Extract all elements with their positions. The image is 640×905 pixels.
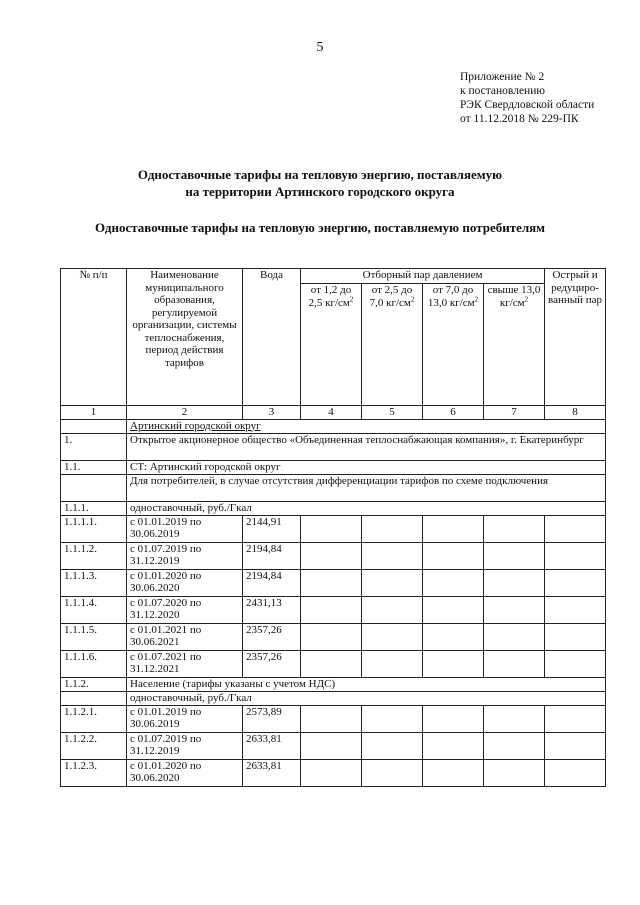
appendix-line: Приложение № 2 [460, 71, 545, 83]
header-pressure-1-text: от 1,2 до 2,5 кг/см [308, 284, 352, 309]
column-number: 6 [423, 406, 484, 420]
cell-empty [545, 542, 606, 569]
tariff-period: с 01.01.2019 по 30.06.2019 [127, 705, 243, 732]
row-number: 1.1.1. [61, 501, 127, 515]
consumers-note: Для потребителей, в случае отсутствия дифференциации тарифов по схеме подключения [127, 474, 606, 501]
cell-empty [61, 691, 127, 705]
cell-empty [301, 759, 362, 786]
header-pressure-2-text: от 2,5 до 7,0 кг/см [369, 284, 413, 309]
cell-empty [362, 732, 423, 759]
header-sharp-steam: Острый и редуциро-ванный пар [545, 269, 606, 406]
page-number: 5 [316, 40, 324, 55]
water-tariff-value: 2194,84 [243, 569, 301, 596]
appendix-line: к постановлению [460, 85, 545, 97]
appendix-reference [460, 70, 594, 126]
header-pressure-4 [484, 284, 545, 406]
population-row [61, 677, 606, 691]
cell-empty [362, 623, 423, 650]
water-tariff-value: 2357,26 [243, 650, 301, 677]
column-number: 4 [301, 406, 362, 420]
header-steam-group: Отборный пар давлением [301, 269, 545, 284]
tariff-period: с 01.07.2020 по 31.12.2020 [127, 596, 243, 623]
column-number: 1 [61, 406, 127, 420]
tariff-period: с 01.01.2019 по 30.06.2019 [127, 515, 243, 542]
table-row [61, 732, 606, 759]
cell-empty [545, 569, 606, 596]
row-number: 1.1.2.3. [61, 759, 127, 786]
header-pressure-3-text: от 7,0 до 13,0 кг/см [427, 284, 475, 309]
cell-empty [423, 732, 484, 759]
header-pressure-3 [423, 284, 484, 406]
row-number: 1.1.1.3. [61, 569, 127, 596]
row-number: 1.1.2.2. [61, 732, 127, 759]
cell-empty [545, 705, 606, 732]
district-row [61, 419, 606, 433]
title-line: Одноставочные тарифы на тепловую энергию, поставляемую [137, 167, 503, 182]
water-tariff-value: 2431,13 [243, 596, 301, 623]
cell-empty [484, 650, 545, 677]
cell-empty [423, 759, 484, 786]
table-row [61, 759, 606, 786]
cell-empty [545, 515, 606, 542]
tariff-type-row [61, 691, 606, 705]
title-line: на территории Артинского городского округа [185, 184, 455, 199]
organization-row [61, 433, 606, 460]
cell-empty [362, 515, 423, 542]
column-number: 3 [243, 406, 301, 420]
document-subtitle: Одноставочные тарифы на тепловую энергию, поставляемую потребителям [94, 220, 546, 235]
row-number: 1.1.2.1. [61, 705, 127, 732]
row-number: 1.1.1.4. [61, 596, 127, 623]
column-number: 2 [127, 406, 243, 420]
row-number: 1.1.1.2. [61, 542, 127, 569]
header-pressure-4-text: свыше 13,0 кг/см [487, 284, 541, 309]
cell-empty [545, 650, 606, 677]
cell-empty [484, 569, 545, 596]
tariff-type-label: одноставочный, руб./Гкал [127, 691, 606, 705]
cell-empty [362, 542, 423, 569]
cell-empty [423, 596, 484, 623]
cell-empty [301, 705, 362, 732]
cell-empty [484, 542, 545, 569]
cell-empty [545, 623, 606, 650]
column-number: 5 [362, 406, 423, 420]
cell-empty [301, 542, 362, 569]
cell-empty [301, 515, 362, 542]
row-number: 1.1. [61, 460, 127, 474]
cell-empty [301, 650, 362, 677]
cell-empty [484, 705, 545, 732]
table-row [61, 705, 606, 732]
header-water: Вода [243, 269, 301, 406]
cell-empty [61, 474, 127, 501]
cell-empty [545, 732, 606, 759]
water-tariff-value: 2194,84 [243, 542, 301, 569]
table-row [61, 569, 606, 596]
unit-superscript: 2 [410, 294, 415, 303]
cell-empty [362, 596, 423, 623]
table-row [61, 650, 606, 677]
unit-superscript: 2 [524, 294, 529, 303]
appendix-line: РЭК Свердловской области [460, 99, 595, 111]
tariff-period: с 01.07.2019 по 31.12.2019 [127, 732, 243, 759]
header-number: № п/п [61, 269, 127, 406]
cell-empty [423, 650, 484, 677]
cell-empty [362, 569, 423, 596]
cell-empty [423, 515, 484, 542]
table-row [61, 596, 606, 623]
water-tariff-value: 2573,89 [243, 705, 301, 732]
tariff-table [60, 268, 606, 787]
appendix-line: от 11.12.2018 № 229-ПК [460, 113, 579, 125]
cell-empty [362, 705, 423, 732]
table-row [61, 623, 606, 650]
system-name: СТ: Артинский городской округ [127, 460, 606, 474]
cell-empty [301, 732, 362, 759]
column-numbers-row [61, 406, 606, 420]
consumers-note-row [61, 474, 606, 501]
row-number: 1.1.1.6. [61, 650, 127, 677]
water-tariff-value: 2633,81 [243, 759, 301, 786]
cell-empty [362, 650, 423, 677]
cell-empty [423, 542, 484, 569]
cell-empty [423, 705, 484, 732]
cell-empty [484, 759, 545, 786]
cell-empty [423, 623, 484, 650]
district-name: Артинский городской округ [127, 419, 606, 433]
document-title [0, 166, 640, 200]
water-tariff-value: 2357,26 [243, 623, 301, 650]
row-number: 1.1.1.5. [61, 623, 127, 650]
system-row [61, 460, 606, 474]
cell-empty [545, 759, 606, 786]
table-row [61, 515, 606, 542]
cell-empty [484, 596, 545, 623]
row-number: 1.1.1.1. [61, 515, 127, 542]
header-name: Наименование муниципального образования, регулируемой организации, системы теплоснабжения, период действия тарифов [127, 269, 243, 406]
tariff-period: с 01.01.2020 по 30.06.2020 [127, 569, 243, 596]
tariff-period: с 01.01.2021 по 30.06.2021 [127, 623, 243, 650]
cell-empty [545, 596, 606, 623]
tariff-type-label: одноставочный, руб./Гкал [127, 501, 606, 515]
column-number: 7 [484, 406, 545, 420]
cell-empty [484, 623, 545, 650]
cell-empty [301, 623, 362, 650]
cell-empty [484, 515, 545, 542]
row-number: 1.1.2. [61, 677, 127, 691]
population-label: Население (тарифы указаны с учетом НДС) [127, 677, 606, 691]
cell-empty [61, 419, 127, 433]
cell-empty [362, 759, 423, 786]
unit-superscript: 2 [349, 294, 354, 303]
water-tariff-value: 2144,91 [243, 515, 301, 542]
tariff-period: с 01.01.2020 по 30.06.2020 [127, 759, 243, 786]
column-number: 8 [545, 406, 606, 420]
cell-empty [301, 596, 362, 623]
water-tariff-value: 2633,81 [243, 732, 301, 759]
header-pressure-1 [301, 284, 362, 406]
tariff-period: с 01.07.2021 по 31.12.2021 [127, 650, 243, 677]
cell-empty [301, 569, 362, 596]
cell-empty [423, 569, 484, 596]
header-pressure-2 [362, 284, 423, 406]
cell-empty [484, 732, 545, 759]
row-number: 1. [61, 433, 127, 460]
tariff-type-row [61, 501, 606, 515]
tariff-period: с 01.07.2019 по 31.12.2019 [127, 542, 243, 569]
organization-name: Открытое акционерное общество «Объединенная теплоснабжающая компания», г. Екатеринбург [127, 433, 606, 460]
unit-superscript: 2 [474, 294, 479, 303]
table-row [61, 542, 606, 569]
